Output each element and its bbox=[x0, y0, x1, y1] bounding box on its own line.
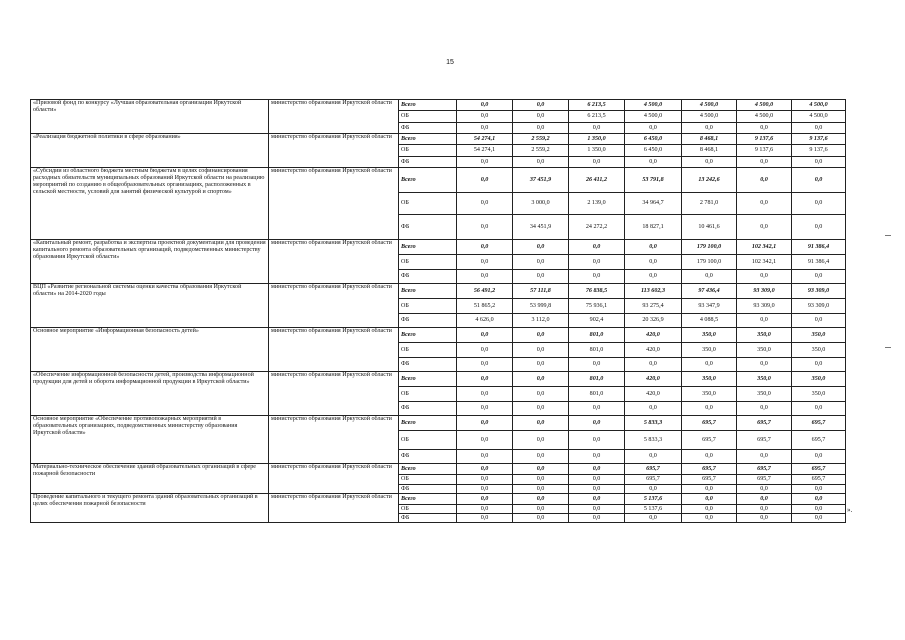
amount-cell: 0,0 bbox=[569, 123, 625, 134]
amount-cell: 0,0 bbox=[682, 514, 737, 523]
amount-cell: 0,0 bbox=[457, 505, 513, 514]
amount-cell: 0,0 bbox=[569, 416, 625, 431]
amount-cell: 0,0 bbox=[513, 494, 569, 505]
amount-cell: 0,0 bbox=[513, 255, 569, 270]
amount-cell: 113 602,3 bbox=[625, 284, 682, 299]
amount-cell: 0,0 bbox=[737, 314, 792, 328]
funding-source-cell: Всего bbox=[399, 328, 457, 343]
amount-cell: 93 309,0 bbox=[737, 299, 792, 314]
amount-cell: 695,7 bbox=[625, 475, 682, 485]
funding-source-cell: ФБ bbox=[399, 157, 457, 168]
amount-cell: 420,0 bbox=[625, 387, 682, 402]
amount-cell: 695,7 bbox=[792, 431, 846, 450]
funding-source-cell: ФБ bbox=[399, 215, 457, 240]
amount-cell: 0,0 bbox=[569, 255, 625, 270]
amount-cell: 54 274,1 bbox=[457, 145, 513, 157]
amount-cell: 0,0 bbox=[792, 157, 846, 168]
funding-source-cell: Всего bbox=[399, 372, 457, 387]
funding-source-cell: Всего bbox=[399, 168, 457, 193]
amount-cell: 0,0 bbox=[513, 431, 569, 450]
program-name-cell: Материально-техническое обеспечение зданий образовательных организаций в сфере пожарной безопасности bbox=[31, 464, 269, 494]
amount-cell: 420,0 bbox=[625, 372, 682, 387]
amount-cell: 57 111,8 bbox=[513, 284, 569, 299]
funding-source-cell: ФБ bbox=[399, 402, 457, 416]
amount-cell: 0,0 bbox=[625, 402, 682, 416]
funding-source-cell: ОБ bbox=[399, 475, 457, 485]
amount-cell: 0,0 bbox=[792, 215, 846, 240]
funding-source-cell: ОБ bbox=[399, 255, 457, 270]
amount-cell: 0,0 bbox=[682, 485, 737, 494]
amount-cell: 13 242,6 bbox=[682, 168, 737, 193]
amount-cell: 0,0 bbox=[682, 358, 737, 372]
amount-cell: 0,0 bbox=[513, 450, 569, 464]
amount-cell: 0,0 bbox=[569, 157, 625, 168]
amount-cell: 1 350,0 bbox=[569, 145, 625, 157]
table-row bbox=[31, 494, 846, 505]
amount-cell: 695,7 bbox=[737, 475, 792, 485]
amount-cell: 4 500,0 bbox=[792, 100, 846, 111]
amount-cell: 350,0 bbox=[792, 372, 846, 387]
amount-cell: 179 100,0 bbox=[682, 255, 737, 270]
amount-cell: 0,0 bbox=[792, 485, 846, 494]
executor-cell: министерство образования Иркутской области bbox=[269, 328, 399, 372]
amount-cell: 350,0 bbox=[737, 372, 792, 387]
amount-cell: 24 272,2 bbox=[569, 215, 625, 240]
amount-cell: 0,0 bbox=[682, 270, 737, 284]
amount-cell: 0,0 bbox=[682, 505, 737, 514]
executor-cell: министерство образования Иркутской области bbox=[269, 284, 399, 328]
amount-cell: 902,4 bbox=[569, 314, 625, 328]
page-number: 15 bbox=[446, 59, 454, 66]
amount-cell: 695,7 bbox=[625, 464, 682, 475]
amount-cell: 4 500,0 bbox=[625, 100, 682, 111]
amount-cell: 10 461,6 bbox=[682, 215, 737, 240]
amount-cell: 0,0 bbox=[457, 431, 513, 450]
amount-cell: 695,7 bbox=[682, 431, 737, 450]
amount-cell: 695,7 bbox=[792, 416, 846, 431]
amount-cell: 0,0 bbox=[513, 402, 569, 416]
amount-cell: 5 833,3 bbox=[625, 416, 682, 431]
table-row bbox=[31, 284, 846, 299]
amount-cell: 53 999,8 bbox=[513, 299, 569, 314]
executor-cell: министерство образования Иркутской области bbox=[269, 372, 399, 416]
amount-cell: 0,0 bbox=[569, 402, 625, 416]
amount-cell: 20 326,9 bbox=[625, 314, 682, 328]
amount-cell: 93 347,9 bbox=[682, 299, 737, 314]
amount-cell: 0,0 bbox=[513, 464, 569, 475]
amount-cell: 0,0 bbox=[682, 494, 737, 505]
amount-cell: 9 137,6 bbox=[792, 134, 846, 145]
amount-cell: 0,0 bbox=[513, 416, 569, 431]
amount-cell: 4 500,0 bbox=[737, 111, 792, 123]
program-name-cell: ВЦП «Развитие региональной системы оценки качества образования Иркутской области» на 2014-2020 годы bbox=[31, 284, 269, 328]
budget-table bbox=[30, 99, 846, 523]
amount-cell: 420,0 bbox=[625, 343, 682, 358]
amount-cell: 75 936,1 bbox=[569, 299, 625, 314]
amount-cell: 350,0 bbox=[792, 387, 846, 402]
amount-cell: 0,0 bbox=[737, 123, 792, 134]
amount-cell: 350,0 bbox=[737, 387, 792, 402]
amount-cell: 0,0 bbox=[569, 494, 625, 505]
funding-source-cell: ФБ bbox=[399, 123, 457, 134]
funding-source-cell: ОБ bbox=[399, 299, 457, 314]
amount-cell: 5 833,3 bbox=[625, 431, 682, 450]
amount-cell: 0,0 bbox=[513, 514, 569, 523]
amount-cell: 2 559,2 bbox=[513, 145, 569, 157]
amount-cell: 0,0 bbox=[513, 240, 569, 255]
executor-cell: министерство образования Иркутской области bbox=[269, 168, 399, 240]
amount-cell: 0,0 bbox=[737, 168, 792, 193]
amount-cell: 53 791,8 bbox=[625, 168, 682, 193]
amount-cell: 4 500,0 bbox=[682, 111, 737, 123]
amount-cell: 102 342,1 bbox=[737, 255, 792, 270]
amount-cell: 0,0 bbox=[792, 193, 846, 215]
amount-cell: 0,0 bbox=[513, 111, 569, 123]
amount-cell: 0,0 bbox=[792, 270, 846, 284]
amount-cell: 0,0 bbox=[737, 358, 792, 372]
amount-cell: 91 386,4 bbox=[792, 255, 846, 270]
amount-cell: 0,0 bbox=[513, 100, 569, 111]
funding-source-cell: ОБ bbox=[399, 193, 457, 215]
amount-cell: 0,0 bbox=[457, 358, 513, 372]
amount-cell: 0,0 bbox=[569, 464, 625, 475]
table-body bbox=[31, 100, 846, 523]
funding-source-cell: ФБ bbox=[399, 314, 457, 328]
amount-cell: 0,0 bbox=[792, 358, 846, 372]
funding-source-cell: ОБ bbox=[399, 145, 457, 157]
amount-cell: 37 451,9 bbox=[513, 168, 569, 193]
amount-cell: 0,0 bbox=[513, 505, 569, 514]
table-row bbox=[31, 416, 846, 431]
amount-cell: 9 137,6 bbox=[792, 145, 846, 157]
amount-cell: 0,0 bbox=[569, 485, 625, 494]
funding-source-cell: ОБ bbox=[399, 387, 457, 402]
amount-cell: 0,0 bbox=[625, 255, 682, 270]
amount-cell: 0,0 bbox=[792, 494, 846, 505]
amount-cell: 0,0 bbox=[457, 402, 513, 416]
amount-cell: 91 386,4 bbox=[792, 240, 846, 255]
amount-cell: 0,0 bbox=[625, 450, 682, 464]
amount-cell: 0,0 bbox=[569, 270, 625, 284]
amount-cell: 8 468,1 bbox=[682, 134, 737, 145]
amount-cell: 0,0 bbox=[457, 240, 513, 255]
amount-cell: 0,0 bbox=[792, 168, 846, 193]
amount-cell: 0,0 bbox=[513, 358, 569, 372]
amount-cell: 6 450,0 bbox=[625, 145, 682, 157]
amount-cell: 0,0 bbox=[569, 431, 625, 450]
amount-cell: 0,0 bbox=[513, 343, 569, 358]
executor-cell: министерство образования Иркутской области bbox=[269, 240, 399, 284]
funding-source-cell: Всего bbox=[399, 464, 457, 475]
amount-cell: 0,0 bbox=[625, 123, 682, 134]
amount-cell: 3 000,0 bbox=[513, 193, 569, 215]
amount-cell: 0,0 bbox=[682, 450, 737, 464]
program-name-cell: «Обеспечение информационной безопасности детей, производства информационной продукции для детей и оборота информационной продукции в Иркутской области» bbox=[31, 372, 269, 416]
amount-cell: 6 213,5 bbox=[569, 100, 625, 111]
amount-cell: 0,0 bbox=[457, 372, 513, 387]
amount-cell: 695,7 bbox=[792, 464, 846, 475]
amount-cell: 0,0 bbox=[457, 270, 513, 284]
amount-cell: 2 781,0 bbox=[682, 193, 737, 215]
amount-cell: 0,0 bbox=[792, 514, 846, 523]
amount-cell: 350,0 bbox=[682, 328, 737, 343]
amount-cell: 0,0 bbox=[682, 123, 737, 134]
amount-cell: 695,7 bbox=[682, 416, 737, 431]
amount-cell: 0,0 bbox=[457, 464, 513, 475]
amount-cell: 0,0 bbox=[457, 157, 513, 168]
program-name-cell: Основное мероприятие «Информационная безопасность детей» bbox=[31, 328, 269, 372]
amount-cell: 56 491,2 bbox=[457, 284, 513, 299]
funding-source-cell: Всего bbox=[399, 284, 457, 299]
amount-cell: 0,0 bbox=[457, 123, 513, 134]
amount-cell: 695,7 bbox=[792, 475, 846, 485]
amount-cell: 0,0 bbox=[513, 475, 569, 485]
amount-cell: 0,0 bbox=[737, 494, 792, 505]
funding-source-cell: ФБ bbox=[399, 514, 457, 523]
amount-cell: 0,0 bbox=[625, 514, 682, 523]
funding-source-cell: ОБ bbox=[399, 505, 457, 514]
executor-cell: министерство образования Иркутской области bbox=[269, 416, 399, 464]
table-row bbox=[31, 168, 846, 193]
amount-cell: 0,0 bbox=[737, 270, 792, 284]
amount-cell: 0,0 bbox=[737, 402, 792, 416]
amount-cell: 0,0 bbox=[682, 402, 737, 416]
amount-cell: 9 137,6 bbox=[737, 145, 792, 157]
executor-cell: министерство образования Иркутской области bbox=[269, 134, 399, 168]
amount-cell: 93 309,0 bbox=[737, 284, 792, 299]
table-row bbox=[31, 372, 846, 387]
program-name-cell: «Капитальный ремонт, разработка и экспертиза проектной документации для проведения капитального ремонта образовательных организаций, подведомственных министерству образования Иркутской области» bbox=[31, 240, 269, 284]
amount-cell: 0,0 bbox=[569, 505, 625, 514]
amount-cell: 26 411,2 bbox=[569, 168, 625, 193]
amount-cell: 0,0 bbox=[569, 358, 625, 372]
funding-source-cell: ОБ bbox=[399, 431, 457, 450]
amount-cell: 0,0 bbox=[457, 111, 513, 123]
amount-cell: 0,0 bbox=[625, 270, 682, 284]
amount-cell: 0,0 bbox=[792, 314, 846, 328]
table-row bbox=[31, 134, 846, 145]
amount-cell: 0,0 bbox=[513, 387, 569, 402]
amount-cell: 350,0 bbox=[682, 372, 737, 387]
margin-tick bbox=[885, 347, 891, 348]
amount-cell: 0,0 bbox=[737, 193, 792, 215]
amount-cell: 695,7 bbox=[737, 431, 792, 450]
funding-source-cell: Всего bbox=[399, 416, 457, 431]
amount-cell: 0,0 bbox=[513, 123, 569, 134]
amount-cell: 9 137,6 bbox=[737, 134, 792, 145]
amount-cell: 93 309,0 bbox=[792, 299, 846, 314]
amount-cell: 0,0 bbox=[625, 240, 682, 255]
amount-cell: 0,0 bbox=[569, 475, 625, 485]
closing-quote-mark: ». bbox=[847, 506, 853, 514]
amount-cell: 350,0 bbox=[792, 343, 846, 358]
amount-cell: 2 559,2 bbox=[513, 134, 569, 145]
amount-cell: 0,0 bbox=[457, 193, 513, 215]
amount-cell: 0,0 bbox=[737, 450, 792, 464]
program-name-cell: «Реализация бюджетной политики в сфере образования» bbox=[31, 134, 269, 168]
amount-cell: 93 309,0 bbox=[792, 284, 846, 299]
program-name-cell: «Призовой фонд по конкурсу «Лучшая образовательная организация Иркутской области» bbox=[31, 100, 269, 134]
amount-cell: 0,0 bbox=[625, 485, 682, 494]
amount-cell: 0,0 bbox=[513, 270, 569, 284]
amount-cell: 0,0 bbox=[457, 514, 513, 523]
program-name-cell: «Субсидии из областного бюджета местным бюджетам в целях софинансирования расходных обязательств муниципальных образований Иркутской области на реализацию мероприятий по созданию в общеобразовательных организациях, расположенных в сельской местности, условий для занятий физической культурой и спортом» bbox=[31, 168, 269, 240]
amount-cell: 0,0 bbox=[737, 485, 792, 494]
executor-cell: министерство образования Иркутской области bbox=[269, 100, 399, 134]
funding-source-cell: ФБ bbox=[399, 485, 457, 494]
amount-cell: 2 139,0 bbox=[569, 193, 625, 215]
amount-cell: 0,0 bbox=[457, 450, 513, 464]
amount-cell: 0,0 bbox=[569, 240, 625, 255]
program-name-cell: Проведение капитального и текущего ремонта зданий образовательных организаций в целях обеспечения пожарной безопасности bbox=[31, 494, 269, 523]
amount-cell: 4 500,0 bbox=[625, 111, 682, 123]
program-name-cell: Основное мероприятие «Обеспечение противопожарных мероприятий в образовательных организациях, подведомственных министерству образования Иркутской области» bbox=[31, 416, 269, 464]
amount-cell: 0,0 bbox=[457, 387, 513, 402]
amount-cell: 0,0 bbox=[737, 215, 792, 240]
amount-cell: 0,0 bbox=[737, 157, 792, 168]
amount-cell: 97 436,4 bbox=[682, 284, 737, 299]
amount-cell: 0,0 bbox=[737, 514, 792, 523]
amount-cell: 0,0 bbox=[457, 328, 513, 343]
table-row bbox=[31, 464, 846, 475]
amount-cell: 0,0 bbox=[737, 505, 792, 514]
amount-cell: 801,0 bbox=[569, 387, 625, 402]
executor-cell: министерство образования Иркутской области bbox=[269, 464, 399, 494]
amount-cell: 4 500,0 bbox=[737, 100, 792, 111]
amount-cell: 18 827,1 bbox=[625, 215, 682, 240]
amount-cell: 93 275,4 bbox=[625, 299, 682, 314]
amount-cell: 695,7 bbox=[682, 475, 737, 485]
margin-tick bbox=[885, 235, 891, 236]
amount-cell: 0,0 bbox=[457, 168, 513, 193]
amount-cell: 51 865,2 bbox=[457, 299, 513, 314]
table-row bbox=[31, 328, 846, 343]
amount-cell: 6 450,0 bbox=[625, 134, 682, 145]
amount-cell: 4 626,0 bbox=[457, 314, 513, 328]
amount-cell: 4 500,0 bbox=[792, 111, 846, 123]
amount-cell: 350,0 bbox=[682, 343, 737, 358]
amount-cell: 0,0 bbox=[457, 494, 513, 505]
amount-cell: 34 451,9 bbox=[513, 215, 569, 240]
amount-cell: 0,0 bbox=[682, 157, 737, 168]
amount-cell: 0,0 bbox=[792, 450, 846, 464]
funding-source-cell: ФБ bbox=[399, 450, 457, 464]
amount-cell: 420,0 bbox=[625, 328, 682, 343]
amount-cell: 350,0 bbox=[737, 328, 792, 343]
amount-cell: 350,0 bbox=[737, 343, 792, 358]
amount-cell: 5 137,6 bbox=[625, 494, 682, 505]
amount-cell: 4 088,5 bbox=[682, 314, 737, 328]
amount-cell: 0,0 bbox=[792, 402, 846, 416]
amount-cell: 0,0 bbox=[513, 157, 569, 168]
funding-source-cell: Всего bbox=[399, 134, 457, 145]
funding-source-cell: Всего bbox=[399, 494, 457, 505]
amount-cell: 0,0 bbox=[513, 328, 569, 343]
amount-cell: 0,0 bbox=[457, 255, 513, 270]
amount-cell: 0,0 bbox=[457, 100, 513, 111]
table-row bbox=[31, 100, 846, 111]
amount-cell: 3 112,0 bbox=[513, 314, 569, 328]
amount-cell: 179 100,0 bbox=[682, 240, 737, 255]
amount-cell: 350,0 bbox=[682, 387, 737, 402]
amount-cell: 0,0 bbox=[457, 485, 513, 494]
amount-cell: 0,0 bbox=[513, 485, 569, 494]
amount-cell: 801,0 bbox=[569, 343, 625, 358]
amount-cell: 0,0 bbox=[569, 450, 625, 464]
amount-cell: 76 838,5 bbox=[569, 284, 625, 299]
amount-cell: 54 274,1 bbox=[457, 134, 513, 145]
amount-cell: 0,0 bbox=[625, 358, 682, 372]
funding-source-cell: ФБ bbox=[399, 270, 457, 284]
amount-cell: 0,0 bbox=[792, 123, 846, 134]
amount-cell: 8 468,1 bbox=[682, 145, 737, 157]
funding-source-cell: ФБ bbox=[399, 358, 457, 372]
amount-cell: 695,7 bbox=[682, 464, 737, 475]
amount-cell: 0,0 bbox=[792, 505, 846, 514]
amount-cell: 0,0 bbox=[457, 416, 513, 431]
amount-cell: 801,0 bbox=[569, 328, 625, 343]
amount-cell: 0,0 bbox=[513, 372, 569, 387]
amount-cell: 0,0 bbox=[457, 343, 513, 358]
funding-source-cell: ОБ bbox=[399, 343, 457, 358]
amount-cell: 0,0 bbox=[569, 514, 625, 523]
amount-cell: 695,7 bbox=[737, 416, 792, 431]
amount-cell: 34 964,7 bbox=[625, 193, 682, 215]
funding-source-cell: Всего bbox=[399, 240, 457, 255]
funding-source-cell: ОБ bbox=[399, 111, 457, 123]
executor-cell: министерство образования Иркутской области bbox=[269, 494, 399, 523]
amount-cell: 102 342,1 bbox=[737, 240, 792, 255]
amount-cell: 801,0 bbox=[569, 372, 625, 387]
table-row bbox=[31, 240, 846, 255]
amount-cell: 6 213,5 bbox=[569, 111, 625, 123]
amount-cell: 0,0 bbox=[457, 215, 513, 240]
amount-cell: 350,0 bbox=[792, 328, 846, 343]
amount-cell: 0,0 bbox=[457, 475, 513, 485]
funding-source-cell: Всего bbox=[399, 100, 457, 111]
amount-cell: 0,0 bbox=[625, 157, 682, 168]
amount-cell: 695,7 bbox=[737, 464, 792, 475]
amount-cell: 5 137,6 bbox=[625, 505, 682, 514]
amount-cell: 1 350,0 bbox=[569, 134, 625, 145]
amount-cell: 4 500,0 bbox=[682, 100, 737, 111]
